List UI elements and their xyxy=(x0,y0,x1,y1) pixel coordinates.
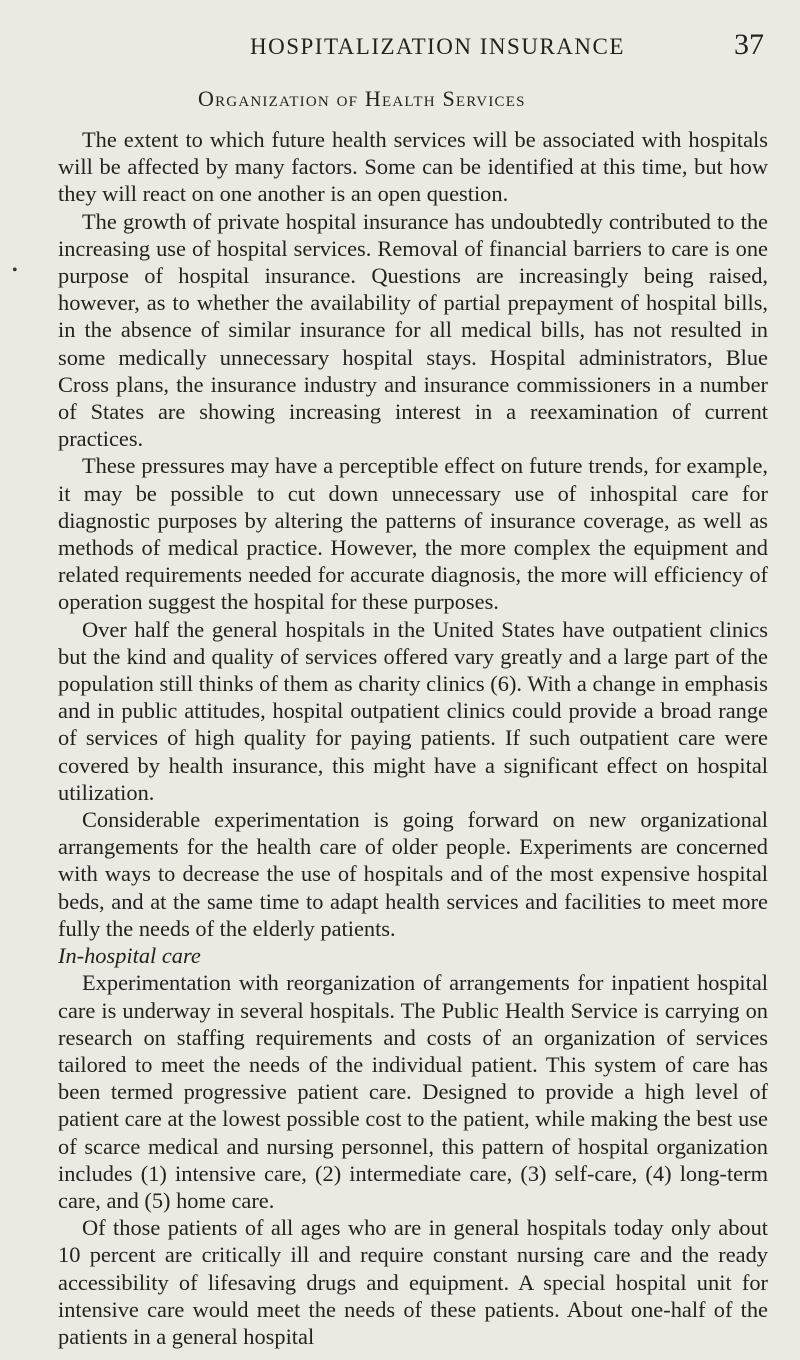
page-number: 37 xyxy=(734,28,764,61)
paragraph: These pressures may have a perceptible effect on future trends, for example, it may be possible to cut down unnecessary use of inhospital care for diagnostic purposes by altering the patterns of insurance coverage, as well as methods of medical practice. However, the more complex the equipment and related requirements needed for accurate diagnosis, the more will efficiency of operation suggest the hospital for these purposes. xyxy=(58,453,768,615)
running-title: HOSPITALIZATION INSURANCE xyxy=(250,34,625,59)
margin-mark: • xyxy=(12,262,18,279)
paragraph: Experimentation with reorganization of arrangements for inpatient hospital care is underway in several hospitals. The Public Health Service is carrying on research on staffing requirements and costs of an organization of services tailored to meet the needs of the individual patient. This system of care has been termed progressive patient care. Designed to provide a high level of patient care at the lowest possible cost to the patient, while making the best use of scarce medical and nursing personnel, this pattern of hospital organization includes (1) intensive care, (2) intermediate care, (3) self-care, (4) long-term care, and (5) home care. xyxy=(58,970,768,1213)
paragraph: Of those patients of all ages who are in general hospitals today only about 10 percent are critically ill and require constant nursing care and the ready accessibility of lifesaving drugs and equipment. A special hospital unit for intensive care would meet the needs of these patients. About one-half of the patients in a general hospital xyxy=(58,1215,768,1349)
paragraph: The growth of private hospital insurance has undoubtedly contributed to the increasing use of hospital services. Removal of financial barriers to care is one purpose of hospital insurance. Questions are increasingly being raised, however, as to whether the availability of partial prepayment of hospital bills, in the absence of similar insurance for all medical bills, has not resulted in some medically unnecessary hospital stays. Hospital administrators, Blue Cross plans, the insurance industry and insurance commissioners in a number of States are showing increasing interest in a reexamination of current practices. xyxy=(58,208,768,452)
running-head xyxy=(58,28,768,68)
section-title: Organization of Health Services xyxy=(198,86,526,111)
paragraph: The extent to which future health services will be associated with hospitals will be affected by many factors. Some can be identified at this time, but how they will react on one another is an open question. xyxy=(58,127,768,207)
paragraph: Considerable experimentation is going forward on new organizational arrangements for the health care of older people. Experiments are concerned with ways to decrease the use of hospitals and of the most expensive hospital beds, and at the same time to adapt health services and facilities to meet more fully the needs of the elderly patients. xyxy=(58,807,768,941)
subheading-in-hospital-care: In-hospital care xyxy=(58,943,201,969)
body-text xyxy=(58,126,768,1350)
paragraph: Over half the general hospitals in the United States have outpatient clinics but the kind and quality of services offered vary greatly and a large part of the population still thinks of them as charity clinics (6). With a change in emphasis and in public attitudes, hospital outpatient clinics could provide a broad range of services of high quality for paying patients. If such outpatient care were covered by health insurance, this might have a significant effect on hospital utilization. xyxy=(58,616,768,805)
